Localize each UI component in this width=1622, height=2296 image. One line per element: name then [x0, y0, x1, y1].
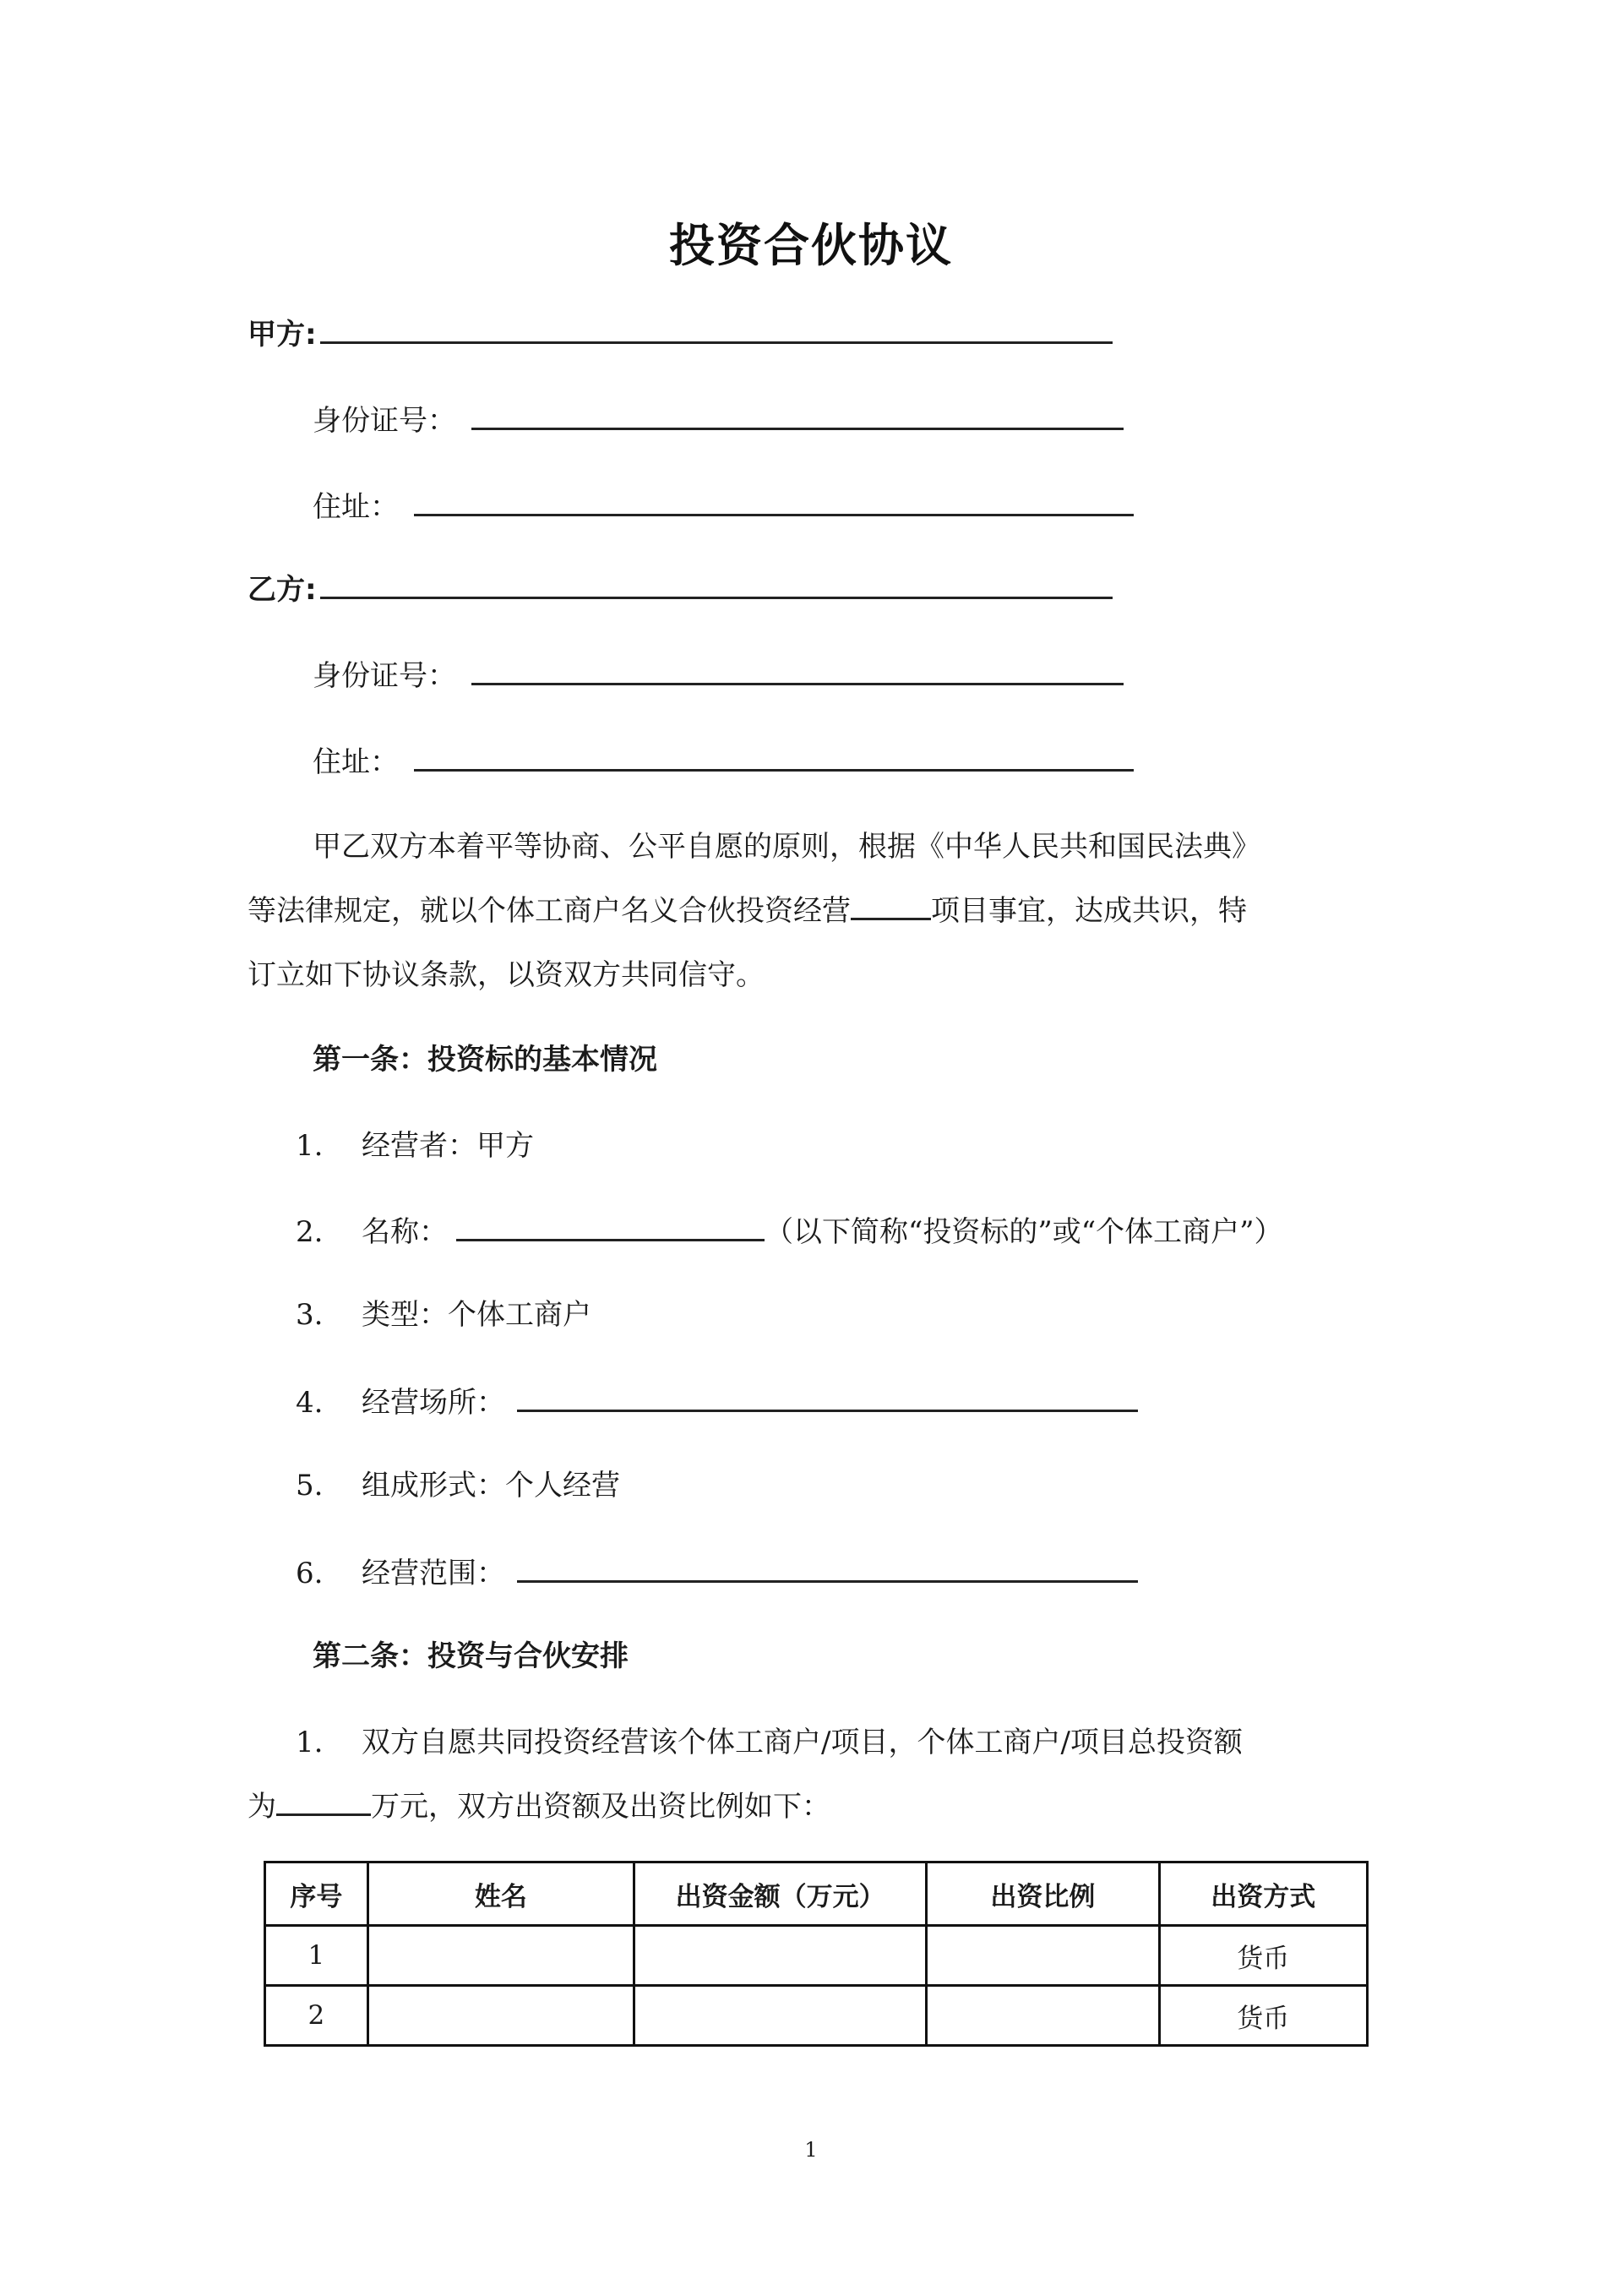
table-row [265, 1926, 1368, 1986]
party-b-address-label: 住址： [313, 745, 399, 779]
article-1-item-2 [296, 1213, 1283, 1249]
preamble-text: 等法律规定，就以个体工商户名义合伙投资经营 [248, 894, 851, 928]
project-blank[interactable] [851, 894, 931, 920]
cell-ratio[interactable] [927, 1926, 1159, 1986]
party-a-address-line [313, 488, 1134, 524]
item-suffix: （以下简称“投资标的”或“个体工商户”） [765, 1215, 1283, 1249]
column-header-amount: 出资金额（万元） [634, 1862, 926, 1926]
item-value: 个体工商户 [448, 1298, 591, 1332]
item-number: 1. [296, 1726, 324, 1759]
item-label: 经营者： [362, 1129, 476, 1163]
item-number: 6. [296, 1557, 324, 1590]
party-b-address-blank[interactable] [414, 744, 1134, 772]
item-label: 经营场所： [362, 1386, 505, 1420]
item-value: 个人经营 [505, 1469, 620, 1502]
article-1-item-1 [296, 1129, 534, 1163]
cell-seq: 2 [265, 1986, 368, 2046]
article-1-item-3 [296, 1298, 591, 1332]
article-2-heading: 第二条：投资与合伙安排 [313, 1639, 629, 1673]
item-label: 经营范围： [362, 1557, 505, 1590]
table-row [265, 1986, 1368, 2046]
party-b-id-label: 身份证号： [313, 659, 456, 693]
item-value: 甲方 [476, 1129, 534, 1163]
item-number: 4. [296, 1386, 324, 1420]
article-2-item-1-line-2 [248, 1790, 830, 1824]
party-b-blank[interactable] [320, 571, 1113, 599]
item-number: 5. [296, 1469, 324, 1502]
cell-seq: 1 [265, 1926, 368, 1986]
preamble-line-3: 订立如下协议条款，以资双方共同信守。 [248, 958, 765, 992]
article-1-item-4 [296, 1384, 1138, 1420]
party-b-id-blank[interactable] [471, 657, 1124, 685]
business-scope-blank[interactable] [517, 1555, 1138, 1583]
preamble-line-1: 甲乙双方本着平等协商、公平自愿的原则，根据《中华人民共和国民法典》 [313, 830, 1260, 864]
party-a-address-blank[interactable] [414, 488, 1134, 516]
cell-name[interactable] [367, 1926, 634, 1986]
party-a-address-label: 住址： [313, 490, 399, 524]
party-b-label: 乙方: [248, 573, 317, 607]
article-1-item-6 [296, 1555, 1138, 1590]
total-investment-blank[interactable] [276, 1790, 371, 1816]
party-b-address-line [313, 744, 1134, 779]
page-number: 1 [804, 2138, 818, 2162]
cell-method: 货币 [1159, 1926, 1367, 1986]
table-header-row [265, 1862, 1368, 1926]
article-2-item-1-line-1 [296, 1726, 1243, 1759]
article-1-item-5 [296, 1469, 620, 1502]
party-a-id-blank[interactable] [471, 402, 1124, 430]
business-location-blank[interactable] [517, 1384, 1138, 1412]
cell-amount[interactable] [634, 1986, 926, 2046]
investment-table [264, 1861, 1369, 2047]
item-text: 万元，双方出资额及出资比例如下： [371, 1790, 830, 1824]
cell-ratio[interactable] [927, 1986, 1159, 2046]
preamble-text: 项目事宜，达成共识，特 [931, 894, 1247, 928]
column-header-name: 姓名 [367, 1862, 634, 1926]
article-1-heading: 第一条：投资标的基本情况 [313, 1043, 657, 1077]
name-blank[interactable] [456, 1213, 765, 1241]
item-text: 双方自愿共同投资经营该个体工商户/项目，个体工商户/项目总投资额 [362, 1726, 1243, 1759]
item-number: 1. [296, 1129, 324, 1163]
cell-method: 货币 [1159, 1986, 1367, 2046]
party-a-id-line [313, 402, 1124, 438]
party-a-blank[interactable] [320, 316, 1113, 344]
item-label: 类型： [362, 1298, 448, 1332]
column-header-ratio: 出资比例 [927, 1862, 1159, 1926]
column-header-method: 出资方式 [1159, 1862, 1367, 1926]
column-header-seq: 序号 [265, 1862, 368, 1926]
party-a-id-label: 身份证号： [313, 404, 456, 438]
preamble-line-2 [248, 894, 1247, 928]
cell-amount[interactable] [634, 1926, 926, 1986]
cell-name[interactable] [367, 1986, 634, 2046]
item-number: 3. [296, 1298, 324, 1332]
party-a-label: 甲方: [248, 318, 317, 352]
party-b-id-line [313, 657, 1124, 693]
party-a-line [248, 316, 1113, 352]
document-title: 投资合伙协议 [669, 219, 953, 272]
item-text: 为 [248, 1790, 276, 1824]
item-label: 名称： [362, 1215, 448, 1249]
item-number: 2. [296, 1215, 324, 1249]
item-label: 组成形式： [362, 1469, 505, 1502]
party-b-line [248, 571, 1113, 607]
